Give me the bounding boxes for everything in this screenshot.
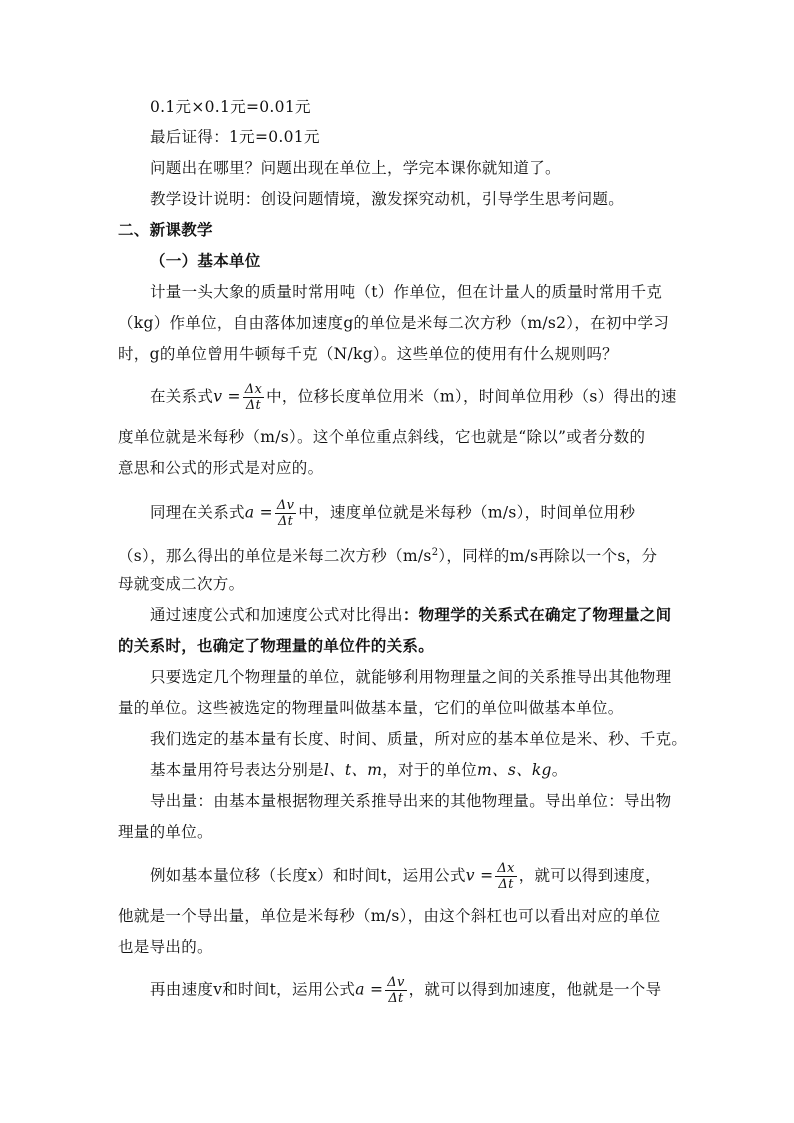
text-line-with-formula: [150, 498, 635, 529]
text-line: 导出量：由基本量根据物理关系推导出来的其他物理量。导出单位：导出物: [150, 792, 672, 810]
text-fragment: （s），那么得出的单位是米每二次方秒（m/s: [118, 547, 432, 566]
symbol-text: m、s、kg: [477, 761, 552, 779]
text-line: 计量一头大象的质量时常用吨（t）作单位，但在计量人的质量时常用千克: [150, 283, 663, 301]
text-fragment: ，对于的单位: [382, 761, 478, 779]
formula-lhs: v =: [213, 387, 241, 406]
fraction-denominator: Δt: [498, 877, 514, 892]
text-line: 教学设计说明：创设问题情境，激发探究动机，引导学生思考问题。: [150, 190, 625, 208]
acceleration-fraction: [275, 498, 296, 529]
velocity-fraction: [243, 382, 264, 413]
bold-text-line: 的关系时，也确定了物理量的单位件的关系。: [118, 636, 435, 655]
text-line: 问题出在哪里？问题出现在单位上，学完本课你就知道了。: [150, 159, 561, 177]
text-line: 母就变成二次方。: [118, 575, 245, 593]
text-line: 意思和公式的形式是对应的。: [118, 459, 324, 477]
fraction-denominator: Δt: [277, 514, 294, 529]
fraction-numerator: Δv: [276, 498, 295, 513]
text-fragment: 在关系式: [150, 387, 214, 406]
formula-lhs: a =: [355, 980, 384, 999]
symbol-text: l、t、m: [323, 761, 383, 779]
text-line: 0.1元×0.1元=0.01元: [150, 98, 311, 116]
text-line: [150, 605, 671, 625]
acceleration-fraction: [385, 975, 406, 1006]
formula-lhs: v =: [465, 866, 494, 885]
text-line: 我们选定的基本量有长度、时间、质量，所对应的基本单位是米、秒、千克。: [150, 730, 688, 748]
text-line: [118, 543, 657, 566]
text-line-with-formula: [150, 975, 661, 1006]
text-line: 理量的单位。: [118, 823, 213, 841]
fraction-numerator: Δv: [387, 975, 405, 990]
text-line: 量的单位。这些被选定的物理量叫做基本量，它们的单位叫做基本单位。: [118, 699, 624, 717]
text-line: 也是导出的。: [118, 938, 213, 956]
subsection-heading: （一）基本单位: [150, 251, 261, 270]
text-fragment: 同理在关系式: [150, 503, 245, 522]
fraction-numerator: Δx: [497, 861, 515, 876]
bold-text: ：物理学的关系式在确定了物理量之间: [402, 605, 672, 624]
superscript: 2: [431, 547, 439, 558]
text-fragment: ，就可以得到加速度，他就是一个导: [408, 980, 662, 999]
text-line-with-formula: [150, 382, 677, 413]
text-fragment: 中，位移长度单位用米（m），时间单位用秒（s）得出的速: [266, 387, 677, 406]
text-line: 只要选定几个物理量的单位，就能够利用物理量之间的关系推导出其他物理: [150, 668, 672, 686]
text-fragment: 中，速度单位就是米每秒（m/s），时间单位用秒: [298, 503, 636, 522]
section-heading: 二、新课教学: [118, 220, 213, 239]
formula-lhs: a =: [244, 503, 273, 522]
text-fragment: 再由速度v和时间t，运用公式: [150, 980, 356, 999]
text-line: 最后证得：1元=0.01元: [150, 128, 320, 146]
text-line: 时，g的单位曾用牛顿每千克（N/kg）。这些单位的使用有什么规则吗？: [118, 345, 618, 363]
text-fragment: 通过速度公式和加速度公式对比得出: [150, 606, 403, 624]
text-line: （kg）作单位，自由落体加速度g的单位是米每二次方秒（m/s2），在初中学习: [118, 314, 670, 332]
text-fragment: 基本量用符号表达分别是: [150, 761, 324, 779]
text-line: 他就是一个导出量，单位是米每秒（m/s），由这个斜杠也可以看出对应的单位: [118, 907, 661, 925]
text-line: 度单位就是米每秒（m/s）。这个单位重点斜线，它也就是“除以”或者分数的: [118, 428, 646, 446]
text-fragment: ，就可以得到速度，: [518, 866, 661, 885]
text-line: [150, 760, 568, 780]
fraction-numerator: Δx: [244, 382, 263, 397]
text-fragment: ），同样的m/s再除以一个s，分: [438, 547, 658, 566]
fraction-denominator: Δt: [388, 991, 404, 1006]
text-line-with-formula: [150, 861, 661, 892]
text-fragment: 例如基本量位移（长度x）和时间t，运用公式: [150, 866, 466, 885]
velocity-fraction: [495, 861, 516, 892]
text-fragment: 。: [551, 761, 568, 779]
fraction-denominator: Δt: [245, 398, 262, 413]
